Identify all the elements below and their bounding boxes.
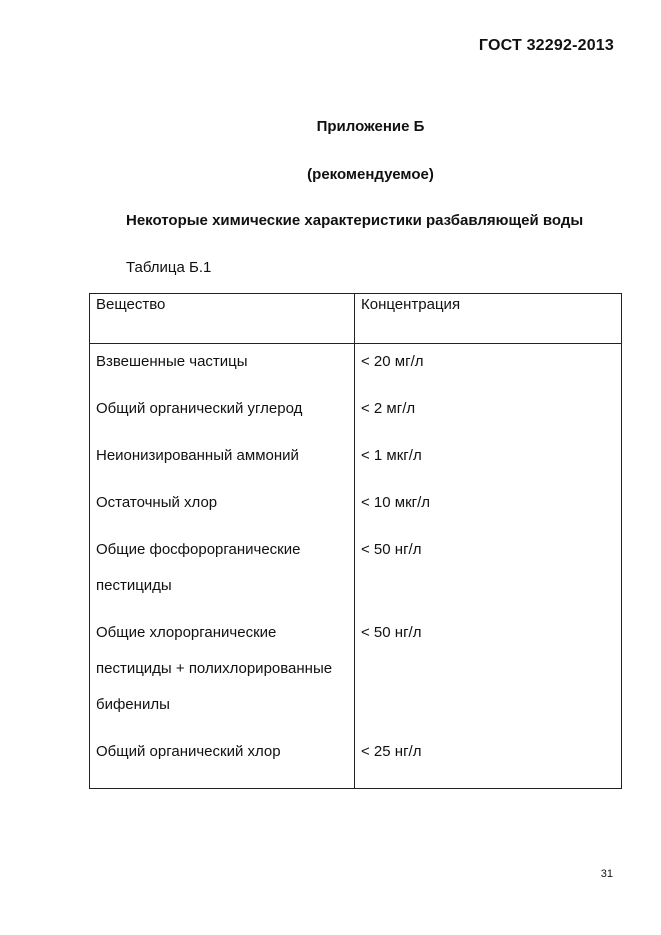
table-row [90,344,622,392]
substance-cell: Общие хлорорганические пестициды + полихлорированные бифенилы [90,615,355,734]
appendix-status: (рекомендуемое) [307,166,434,183]
substance-cell: Общие фосфорорганические пестициды [90,532,355,615]
table-row [90,485,622,532]
table-row [90,532,622,615]
concentration-table [89,293,622,789]
table-row [90,615,622,734]
concentration-cell: < 2 мг/л [355,391,622,438]
section-title: Некоторые химические характеристики разбавляющей воды [126,212,584,229]
document-code: ГОСТ 32292-2013 [478,37,614,54]
concentration-cell: < 10 мкг/л [355,485,622,532]
table-row [90,438,622,485]
table-caption: Таблица Б.1 [126,259,212,276]
substance-cell: Остаточный хлор [90,485,355,532]
appendix-title: Приложение Б [316,118,425,135]
concentration-cell: < 25 нг/л [355,734,622,789]
concentration-cell: < 50 нг/л [355,615,622,734]
table-header-row [90,294,622,344]
concentration-cell: < 1 мкг/л [355,438,622,485]
substance-cell: Общий органический хлор [90,734,355,789]
concentration-cell: < 50 нг/л [355,532,622,615]
column-header-substance: Вещество [90,294,355,344]
column-header-concentration: Концентрация [355,294,622,344]
concentration-cell: < 20 мг/л [355,344,622,392]
substance-cell: Общий органический углерод [90,391,355,438]
substance-cell: Взвешенные частицы [90,344,355,392]
page-number: 31 [600,868,613,880]
table-row [90,734,622,789]
substance-cell: Неионизированный аммоний [90,438,355,485]
table-row [90,391,622,438]
